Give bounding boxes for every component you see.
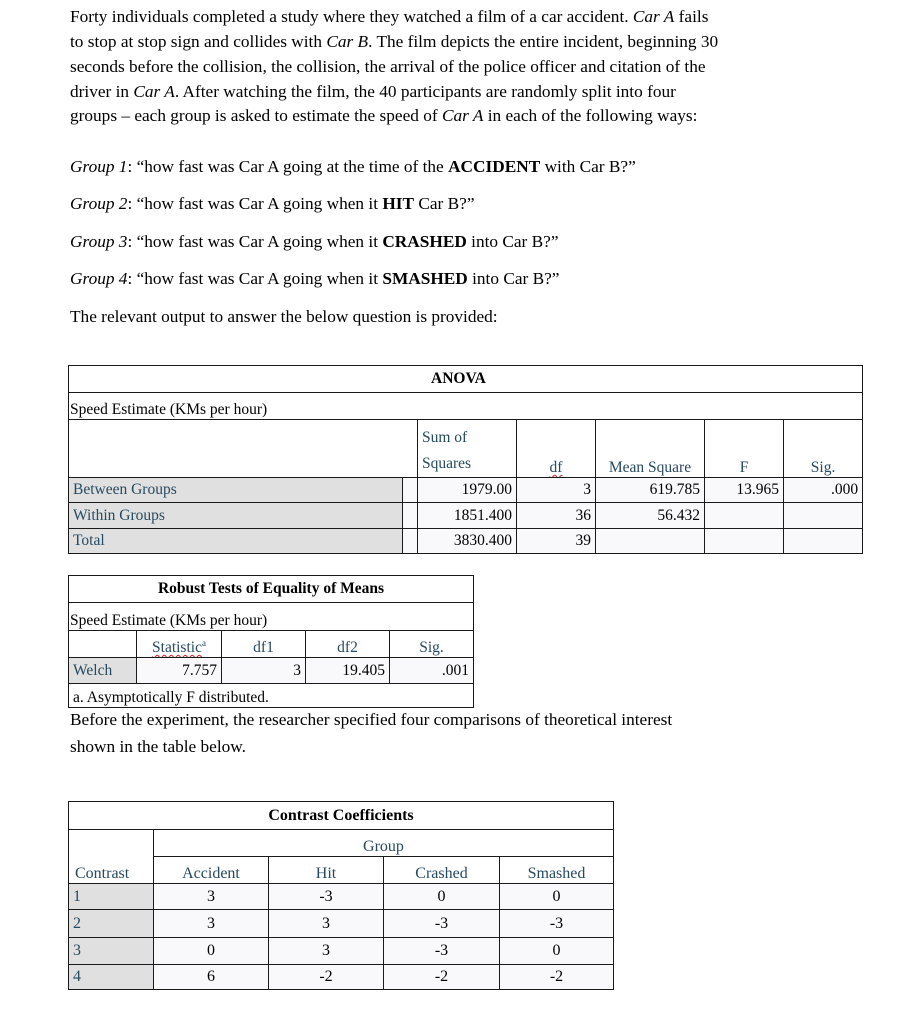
contrast-id: 2: [69, 910, 154, 938]
coef-hit: 3: [269, 910, 384, 938]
mean-square: 56.432: [596, 503, 705, 529]
spacer-cell: [403, 503, 418, 529]
group-2-question: Group 2: “how fast was Car A going when it HIT Car B?”: [70, 194, 475, 213]
anova-row-between: [69, 478, 863, 503]
row-label: Between Groups: [69, 478, 403, 503]
coef-hit: 3: [269, 938, 384, 965]
robust-row-welch: [69, 658, 474, 684]
anova-title: ANOVA: [69, 366, 863, 393]
comparisons-intro-line-1: Before the experiment, the researcher specified four comparisons of theoretical interest: [70, 710, 673, 729]
intro-line-2: to stop at stop sign and collides with Car B. The film depicts the entire incident, beginning 30: [70, 32, 719, 51]
spacer-cell: [403, 529, 418, 554]
coef-smashed: -2: [500, 965, 614, 990]
sig: [784, 529, 863, 554]
robust-footnote: a. Asymptotically F distributed.: [69, 684, 474, 708]
coef-smashed: 0: [500, 884, 614, 910]
statistic: 7.757: [137, 658, 222, 684]
anova-header-f: F: [705, 420, 784, 478]
df2: 19.405: [306, 658, 390, 684]
contrast-row-4: [69, 965, 614, 990]
contrast-row-2: [69, 910, 614, 938]
contrast-header-group: Group: [154, 830, 614, 857]
coef-accident: 0: [154, 938, 269, 965]
anova-subtitle: Speed Estimate (KMs per hour): [69, 393, 863, 420]
intro-line-3: seconds before the collision, the collision, the arrival of the police officer and citation of the: [70, 57, 706, 76]
contrast-header-smashed: Smashed: [500, 857, 614, 884]
contrast-coefficients-table: [68, 801, 614, 990]
contrast-id: 1: [69, 884, 154, 910]
contrast-header-accident: Accident: [154, 857, 269, 884]
comparisons-intro-line-2: shown in the table below.: [70, 737, 246, 756]
df: 3: [517, 478, 596, 503]
coef-crashed: 0: [384, 884, 500, 910]
mean-square: [596, 529, 705, 554]
df: 39: [517, 529, 596, 554]
row-label: Welch: [69, 658, 137, 684]
anova-header-sig: Sig.: [784, 420, 863, 478]
contrast-id: 3: [69, 938, 154, 965]
sig: .000: [784, 478, 863, 503]
anova-table: [68, 365, 863, 554]
coef-smashed: 0: [500, 938, 614, 965]
output-intro: The relevant output to answer the below question is provided:: [70, 307, 498, 326]
anova-header-blank-2: [403, 420, 418, 478]
intro-line-4: driver in Car A. After watching the film, the 40 participants are randomly split into four: [70, 82, 676, 101]
sig: [784, 503, 863, 529]
f-value: [705, 529, 784, 554]
contrast-title: Contrast Coefficients: [69, 802, 614, 830]
sum-of-squares: 1979.00: [418, 478, 517, 503]
anova-row-total: [69, 529, 863, 554]
robust-subtitle: Speed Estimate (KMs per hour): [69, 603, 474, 631]
coef-accident: 6: [154, 965, 269, 990]
row-label: Total: [69, 529, 403, 554]
sum-of-squares: 3830.400: [418, 529, 517, 554]
df: 36: [517, 503, 596, 529]
coef-crashed: -3: [384, 910, 500, 938]
coef-crashed: -2: [384, 965, 500, 990]
anova-header-blank: [69, 420, 403, 478]
df1: 3: [222, 658, 306, 684]
robust-tests-table: [68, 575, 474, 708]
row-label: Within Groups: [69, 503, 403, 529]
contrast-row-3: [69, 938, 614, 965]
intro-line-5: groups – each group is asked to estimate the speed of Car A in each of the following ways:: [70, 106, 698, 125]
robust-header-df1: df1: [222, 631, 306, 658]
anova-header-df: df: [517, 420, 596, 478]
anova-header-mean-square: Mean Square: [596, 420, 705, 478]
contrast-header-hit: Hit: [269, 857, 384, 884]
coef-accident: 3: [154, 910, 269, 938]
group-1-question: Group 1: “how fast was Car A going at the time of the ACCIDENT with Car B?”: [70, 157, 636, 176]
f-value: 13.965: [705, 478, 784, 503]
robust-title: Robust Tests of Equality of Means: [69, 576, 474, 603]
robust-header-sig: Sig.: [390, 631, 474, 658]
group-4-question: Group 4: “how fast was Car A going when it SMASHED into Car B?”: [70, 269, 560, 288]
robust-header-df2: df2: [306, 631, 390, 658]
anova-row-within: [69, 503, 863, 529]
contrast-header-contrast: Contrast: [69, 830, 154, 884]
robust-header-blank: [69, 631, 137, 658]
robust-header-statistic: Statistic$^a$: [137, 631, 222, 658]
intro-line-1: Forty individuals completed a study where they watched a film of a car accident. Car A fails: [70, 7, 709, 26]
f-value: [705, 503, 784, 529]
coef-hit: -2: [269, 965, 384, 990]
anova-header-sum-of-squares: Sum of Squares: [418, 420, 517, 478]
coef-accident: 3: [154, 884, 269, 910]
coef-hit: -3: [269, 884, 384, 910]
sum-of-squares: 1851.400: [418, 503, 517, 529]
group-3-question: Group 3: “how fast was Car A going when it CRASHED into Car B?”: [70, 232, 559, 251]
spacer-cell: [403, 478, 418, 503]
mean-square: 619.785: [596, 478, 705, 503]
coef-smashed: -3: [500, 910, 614, 938]
contrast-header-crashed: Crashed: [384, 857, 500, 884]
sig: .001: [390, 658, 474, 684]
contrast-id: 4: [69, 965, 154, 990]
coef-crashed: -3: [384, 938, 500, 965]
contrast-row-1: [69, 884, 614, 910]
